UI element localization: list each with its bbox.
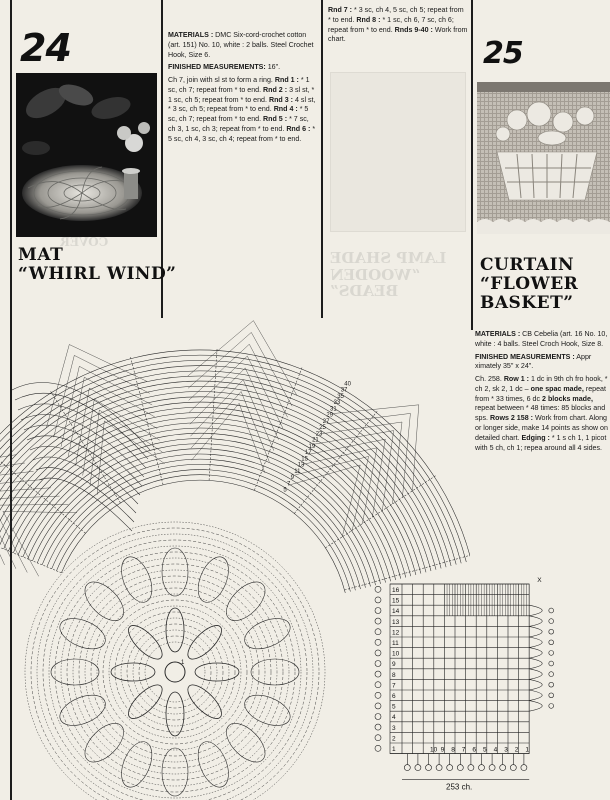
filet-point [529, 701, 542, 712]
doily-petal [166, 692, 184, 736]
rnd3-text: 4 sl st, * 3 sc, ch 5; repeat from * to end. [168, 95, 316, 114]
doily-ring [97, 594, 253, 750]
filet-picot [375, 650, 381, 656]
pattern-24-title [18, 246, 176, 284]
filet-point [529, 626, 542, 637]
filet-col-number: 2 [514, 746, 519, 754]
doily-ring [145, 642, 205, 702]
filet-picot [375, 745, 381, 751]
pattern-24-instructions [168, 31, 318, 148]
filet-row-number: 7 [392, 682, 396, 690]
filet-picot [375, 597, 381, 603]
rnd2-text: 3 sl st, * 1 sc, ch 5; repeat from * to end. [168, 85, 315, 104]
filet-col-number: 1 [525, 746, 530, 754]
filet-col-number: 4 [493, 746, 498, 754]
filet-row-number: 1 [392, 746, 396, 753]
doily-round-label: 11 [294, 468, 301, 475]
doily-outer-arc [52, 470, 356, 591]
filet-point [529, 690, 542, 701]
doily-side-arc [36, 468, 134, 522]
filet-picot [549, 661, 554, 666]
doily-round-label: 21 [312, 437, 319, 444]
filet-col-number: 7 [461, 746, 466, 754]
doily-outer-petal [78, 717, 130, 769]
filet-picot [375, 608, 381, 614]
pattern-25-title-line2: “FLOWER [480, 274, 579, 295]
curtain-photo [477, 82, 610, 234]
filet-top-label: X [537, 577, 542, 584]
rnd6-label: Rnd 6 : [286, 125, 311, 134]
doily-outer-petal [192, 552, 234, 606]
doily-ring [109, 606, 241, 738]
doily-round-label: 40 [344, 381, 351, 388]
doily-round-label: 31 [330, 406, 337, 413]
filet-picot [375, 618, 381, 624]
filet-row-number: 4 [392, 714, 396, 722]
p25-finished-label: FINISHED MEASUREMENTS : [475, 352, 575, 361]
doily-lattice [76, 388, 158, 466]
filet-row-number: 11 [392, 640, 399, 647]
doily-spoke [50, 391, 120, 503]
doily-ring [73, 570, 277, 774]
filet-picot [436, 765, 442, 771]
rnds940-label: Rnds 9-40 : [394, 25, 433, 34]
doily-round-label: 23 [315, 431, 323, 438]
p25-two-blocks-label: 2 blocks made, [542, 394, 593, 403]
doily-ring [133, 630, 217, 714]
show-through-panel [330, 72, 466, 232]
doily-petal [166, 608, 184, 652]
filet-picot [375, 703, 381, 709]
p25-materials-label: MATERIALS : [475, 330, 521, 338]
filet-row-number: 6 [392, 693, 396, 700]
p25-materials-text: CB Cebelia (art. 16 No. 10, white : 4 balls. Steel Croch Hook, Size 8. [475, 330, 608, 348]
doily-ring [25, 522, 325, 800]
doily-lattice [3, 511, 77, 576]
doily-outer-arc [0, 366, 456, 565]
filet-picot [375, 735, 381, 741]
doily-ring [103, 600, 247, 744]
instructions-intro: Ch 7, join with sl st to form a ring. [168, 76, 273, 85]
doily-outer-petal [240, 689, 294, 731]
doily-ring [61, 558, 289, 786]
doily-round-label: 27 [322, 418, 330, 425]
filet-picot [549, 672, 554, 677]
p25-edging-label: Edging : [521, 433, 550, 442]
rnd3-label: Rnd 3 : [268, 95, 294, 104]
filet-picot [510, 765, 516, 771]
ghost-lamp-line3: BEADS” [330, 282, 399, 300]
column-rule-2 [321, 0, 323, 318]
doily-ring [37, 534, 313, 800]
ghost-lamp-title [330, 250, 466, 300]
doily-outer-petal [78, 575, 130, 627]
filet-picot [549, 682, 554, 687]
filet-picot [549, 608, 554, 613]
filet-col-number: 6 [472, 746, 477, 754]
filet-point [529, 669, 542, 680]
doily-ring [49, 546, 301, 798]
filet-row-number: 3 [392, 724, 396, 732]
filet-picot [375, 714, 381, 720]
doily-round-label: 13 [297, 462, 305, 469]
doily-outer-petal [162, 748, 188, 796]
doily-lattice [188, 321, 297, 396]
filet-point [529, 679, 542, 690]
ghost-lamp-line2: “WOODEN [330, 265, 421, 284]
filet-picot [468, 765, 474, 771]
p25-one-space-label: one spac made, [530, 384, 584, 393]
rnd1-label: Rnd 1 : [274, 76, 299, 85]
pattern-25-title [480, 256, 578, 313]
pattern-24-number: 24 [20, 26, 71, 70]
pattern-25-number: 25 [483, 36, 523, 71]
rnd4-text: * 5 sc, ch 7; repeat from * to end. [168, 105, 309, 124]
finished-text: 16". [265, 63, 281, 72]
rnd8-text: * 1 sc, ch 6, 7 sc, ch 6; repeat from * to end. [328, 15, 454, 34]
doily-round-label: 15 [301, 456, 308, 463]
doily-ring [67, 564, 283, 780]
doily-outer-petal [192, 737, 234, 791]
rnd7-label: Rnd 7 : [328, 6, 353, 14]
filet-picot [447, 765, 453, 771]
doily-ring [79, 576, 271, 768]
doily-outer-arc [37, 454, 370, 586]
filet-picot [375, 661, 381, 667]
filet-row-number: 5 [392, 703, 396, 711]
doily-lattice [314, 431, 394, 511]
filet-row-number: 15 [392, 597, 400, 605]
filet-picot [521, 765, 527, 771]
filet-bottom-label: 253 ch. [446, 782, 473, 792]
doily-ring [31, 528, 319, 800]
filet-picot [426, 765, 432, 771]
pattern-24-instructions-cont [328, 6, 468, 48]
filet-picot [375, 639, 381, 645]
filet-row-number: 8 [392, 671, 396, 679]
p25-rows-text: Work from chart. Along or longer side, make 14 points as show on detailed chart. [475, 414, 608, 442]
doily-outer-petal [240, 613, 294, 655]
doily-round-label: 37 [340, 387, 348, 394]
filet-picot [375, 629, 381, 635]
rnd7-text: * 3 sc, ch 4, 5 sc, ch 5; repeat from * to end. [328, 6, 464, 24]
pattern-25-title-line3: BASKET” [480, 293, 574, 314]
filet-row-number: 13 [392, 618, 400, 626]
doily-round-label: 7 [287, 481, 291, 488]
doily-side-arc [21, 415, 144, 477]
doily-outer-arc [0, 355, 466, 562]
rnds940-text: Work from chart. [328, 25, 468, 44]
doily-outer-arc [18, 433, 391, 581]
pattern-25-instructions [475, 330, 610, 456]
p25-row1-text2: repeat from * 33 times, 6 dc [475, 384, 606, 403]
filet-picot [404, 765, 410, 771]
rnd1-text: * 1 sc, ch 7; repeat from * to end. [168, 76, 310, 94]
filet-picot [549, 629, 554, 634]
filet-picot [375, 692, 381, 698]
doily-lattice [68, 377, 155, 456]
rnd2-label: Rnd 2 : [263, 85, 288, 94]
filet-point [529, 605, 542, 616]
filet-point [529, 658, 542, 669]
doily-outer-arc [0, 376, 446, 567]
doily-outer-petal [162, 548, 188, 596]
doily-round-label: 35 [337, 393, 344, 400]
doily-ring [121, 618, 229, 726]
doily-petal [123, 680, 167, 724]
doily-round-label: 9 [290, 475, 294, 482]
filet-picot [549, 693, 554, 698]
doily-ring [139, 636, 211, 708]
rnd8-label: Rnd 8 : [356, 15, 381, 24]
materials-label: MATERIALS : [168, 31, 214, 39]
p25-row1-text3: repeat between * 48 times: 85 blocks and sps. [475, 404, 606, 423]
doily-round-label: 19 [308, 443, 316, 450]
filet-picot [489, 765, 495, 771]
filet-row-number: 9 [392, 661, 396, 669]
p25-edging-text: * 1 s ch 1, 1 picot with 5 ch, ch 1; repea around all 4 sides. [475, 433, 607, 452]
filet-row-number: 10 [392, 650, 400, 658]
filet-row-number: 16 [392, 587, 400, 594]
doily-outer-petal [116, 737, 158, 791]
doily-lattice [295, 456, 368, 530]
doily-outer-arc [57, 475, 351, 592]
doily-lattice [190, 368, 279, 440]
mat-photo [16, 73, 157, 237]
rnd4-label: Rnd 4 : [273, 105, 298, 114]
doily-ring [91, 588, 259, 756]
filet-picot [549, 619, 554, 624]
filet-row-number: 2 [392, 735, 396, 743]
doily-outer-arc [0, 371, 451, 566]
filet-col-number: 8 [451, 746, 455, 754]
filet-picot [375, 682, 381, 688]
finished-label: FINISHED MEASUREMENTS: [168, 63, 266, 72]
p25-ch258: Ch. 258. [475, 375, 502, 384]
doily-outer-petal [251, 659, 299, 685]
pattern-24-title-line1: MAT [18, 245, 64, 265]
doily-outer-arc [28, 444, 381, 584]
doily-ring [127, 624, 223, 720]
doily-round-label: 25 [319, 425, 326, 432]
doily-outer-petal [220, 717, 272, 769]
doily-round-label: 17 [304, 450, 312, 457]
doily-lattice [308, 439, 386, 517]
p25-finished-text: Appr ximately 35" x 24". [475, 352, 592, 371]
materials-text: DMC Six-cord-crochet cotton (art. 151) No. 10, white : 2 balls. Steel Crochet Hook, Size 6. [168, 31, 314, 59]
filet-col-number: 5 [483, 746, 487, 754]
doily-outer-petal [51, 659, 99, 685]
doily-lattice [302, 448, 378, 524]
doily-round-label: 29 [326, 412, 334, 419]
filet-picot [375, 586, 381, 592]
doily-round-label: 5 [283, 487, 287, 494]
filet-col-number: 10 [430, 746, 438, 754]
rnd5-label: Rnd 5 : [263, 115, 288, 124]
filet-point [529, 648, 542, 659]
doily-spoke [209, 349, 217, 481]
p25-rows-label: Rows 2 158 : [490, 414, 533, 423]
doily-lattice [289, 462, 360, 537]
filet-chart [370, 570, 610, 800]
ghost-cover: COVER [60, 235, 109, 249]
ghost-lamp-line1: LAMP SHADE [330, 249, 447, 267]
filet-picot [500, 765, 506, 771]
filet-picot [549, 651, 554, 656]
doily-round-label: 33 [333, 400, 341, 407]
column-rule-3 [471, 0, 473, 330]
doily-outer-petal [220, 575, 272, 627]
filet-picot [549, 640, 554, 645]
filet-col-number: 3 [504, 746, 508, 754]
filet-row-number: 12 [392, 629, 400, 637]
doily-outer-arc [61, 480, 345, 593]
doily-ring [85, 582, 265, 762]
doily-ring [43, 540, 307, 800]
doily-petal [111, 663, 155, 681]
filet-picot [479, 765, 485, 771]
pattern-24-title-line2: “WHIRL WIND” [18, 264, 177, 285]
filet-picot [375, 671, 381, 677]
p25-row1-label: Row 1 : [503, 375, 530, 384]
doily-lattice [0, 488, 51, 565]
pattern-25-title-line1: CURTAIN [480, 255, 575, 275]
filet-picot [415, 765, 421, 771]
doily-outer-arc [13, 428, 395, 580]
filet-picot [375, 724, 381, 730]
p25-row1-text: 1 dc in 9th ch fro hook, * ch 2, sk 2, 1 dc – [475, 375, 608, 393]
doily-lattice [97, 421, 165, 495]
rnd5-text: * 7 sc, ch 3, 1 sc, ch 3; repeat from * to end. [168, 115, 309, 134]
filet-point [529, 616, 542, 627]
filet-picot [549, 704, 554, 709]
doily-center-label: 1 [181, 660, 185, 666]
filet-point [529, 637, 542, 648]
filet-row-number: 14 [392, 608, 400, 616]
rnd6-text: * 5 sc, ch 4, 3 sc, ch 4; repeat from * to end. [168, 125, 316, 143]
filet-col-number: 9 [440, 746, 445, 754]
filet-picot [457, 765, 463, 771]
